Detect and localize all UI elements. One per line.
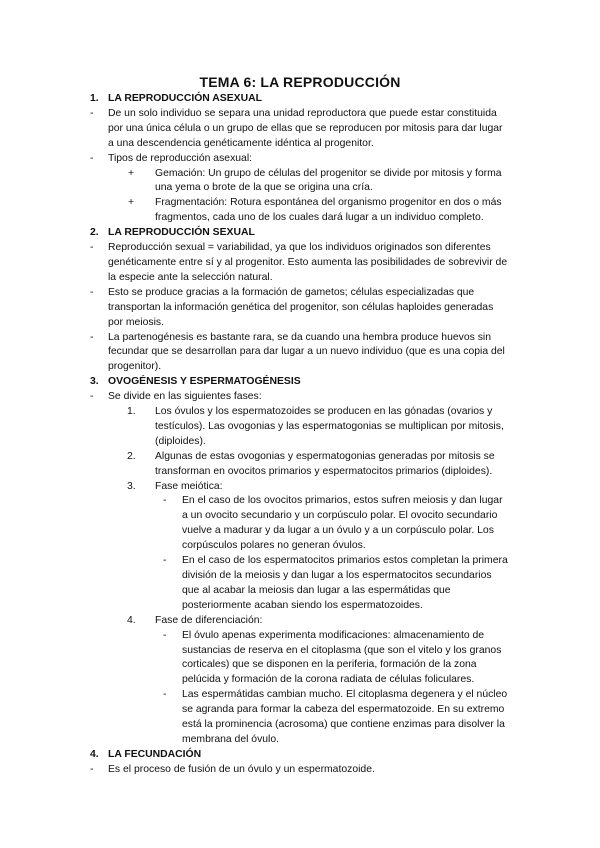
dash-marker: -: [163, 689, 167, 701]
section-heading-3: [90, 375, 510, 390]
paragraph-text: Es el proceso de fusión de un óvulo y un espermatozoide.: [108, 763, 375, 775]
list-number: 1.: [127, 406, 136, 418]
dash-marker: -: [90, 763, 94, 775]
paragraph-text: Los óvulos y los espermatozoides se producen en las gónadas (ovarios y testículos). Las ovogonias y las espermatogonias se multiplican por mitosis, (diploides).: [155, 406, 504, 447]
section-heading-text: LA REPRODUCCIÓN SEXUAL: [108, 227, 255, 239]
list-item: [90, 494, 510, 554]
paragraph-text: La partenogénesis es bastante rara, se da cuando una hembra produce huevos sin fecundar que se desarrollan para dar lugar a un nuevo individuo (que es una copia del progenitor).: [108, 331, 505, 373]
list-item: [90, 196, 510, 226]
dash-marker: -: [90, 152, 94, 164]
list-item: [90, 241, 510, 286]
list-item: [90, 286, 510, 331]
section-number: 3.: [90, 376, 99, 388]
paragraph-text: Fase meiótica:: [155, 480, 223, 492]
list-item: [90, 688, 510, 748]
list-item: [90, 554, 510, 614]
page-title: TEMA 6: LA REPRODUCCIÓN: [199, 74, 401, 90]
plus-marker: +: [128, 167, 135, 179]
paragraph-text: De un solo individuo se separa una unidad reproductora que puede estar constituida por una única célula o un grupo de ellas que se reproducen por mitosis para dar lugar a una descendencia genéticamente idéntica al progenitor.: [108, 107, 503, 149]
paragraph-text: En el caso de los espermatocitos primarios estos completan la primera división de la meiosis y dan lugar a los espermatocitos secundarios que al acabar la meiosis dan lugar a las espermátidas que posteriormente acaban siendo los espermatozoides.: [182, 555, 508, 611]
dash-marker: -: [90, 242, 94, 254]
list-item: [90, 331, 510, 376]
list-number: 2.: [127, 450, 136, 462]
section-heading-1: [90, 92, 510, 107]
list-item: [90, 107, 510, 152]
paragraph-text: Las espermátidas cambian mucho. El citoplasma degenera y el núcleo se agranda para formar la cabeza del espermatozoide. En su extremo está la prominencia (acrosoma) que contiene enzimas para disolver la membrana del óvulo.: [182, 689, 508, 745]
section-heading-2: [90, 226, 510, 241]
paragraph-text: Esto se produce gracias a la formación de gametos; células especializadas que transportan la información genética del progenitor, son células haploides generadas por meiosis.: [108, 286, 494, 328]
paragraph-text: Fase de diferenciación:: [155, 614, 263, 626]
list-item: [90, 405, 510, 450]
section-heading-4: [90, 748, 510, 763]
plus-marker: +: [128, 197, 135, 209]
dash-marker: -: [90, 331, 94, 343]
section-number: 1.: [90, 93, 99, 104]
dash-marker: -: [163, 495, 167, 507]
list-item: [90, 450, 510, 480]
list-item: [90, 629, 510, 689]
list-item: [90, 390, 510, 405]
dash-marker: -: [163, 555, 167, 567]
dash-marker: -: [90, 107, 94, 119]
dash-marker: -: [163, 629, 167, 641]
dash-marker: -: [90, 286, 94, 298]
list-item: [90, 763, 510, 778]
list-number: 3.: [127, 480, 136, 492]
paragraph-text: Tipos de reproducción asexual:: [108, 152, 253, 164]
section-number: 4.: [90, 748, 99, 760]
list-number: 4.: [127, 614, 136, 626]
paragraph-text: Gemación: Un grupo de células del progenitor se divide por mitosis y forma una yema o brote de la que se origina una cría.: [155, 167, 502, 194]
paragraph-text: Fragmentación: Rotura espontánea del organismo progenitor en dos o más fragmentos, cada uno de los cuales dará lugar a un individuo completo.: [155, 197, 502, 224]
paragraph-text: El óvulo apenas experimenta modificaciones: almacenamiento de sustancias de reserva en el citoplasma (que son el vitelo y los granos corticales) que se disponen en la periferia, formación de la zona pelúcida y formación de la corona radiata de células foliculares.: [182, 629, 502, 686]
list-item: [90, 167, 510, 197]
paragraph-text: Se divide en las siguientes fases:: [108, 391, 262, 403]
paragraph-text: Reproducción sexual = variabilidad, ya que los individuos originados son diferentes genéticamente entre sí y al progenitor. Esto aumenta las posibilidades de sobrevivir de la especie ante la selección natural.: [108, 242, 508, 283]
list-item: [90, 480, 510, 495]
list-item: [90, 614, 510, 629]
section-heading-text: LA REPRODUCCIÓN ASEXUAL: [108, 93, 262, 104]
list-item: [90, 152, 510, 167]
paragraph-text: Algunas de estas ovogonias y espermatogonias generadas por mitosis se transforman en ovocitos primarios y espermatocitos primarios (diploides).: [155, 450, 495, 477]
paragraph-text: En el caso de los ovocitos primarios, estos sufren meiosis y dan lugar a un ovocito secundario y un corpúsculo polar. El ovocito secundario vuelve a madurar y da lugar a un óvulo y a un corpúsculo polar. Los corpúsculos polares no generan óvulos.: [182, 495, 503, 552]
dash-marker: -: [90, 391, 94, 403]
section-heading-text: OVOGÉNESIS Y ESPERMATOGÉNESIS: [108, 376, 301, 388]
section-number: 2.: [90, 227, 99, 239]
section-heading-text: LA FECUNDACIÓN: [108, 748, 202, 760]
document-body: [90, 92, 510, 778]
